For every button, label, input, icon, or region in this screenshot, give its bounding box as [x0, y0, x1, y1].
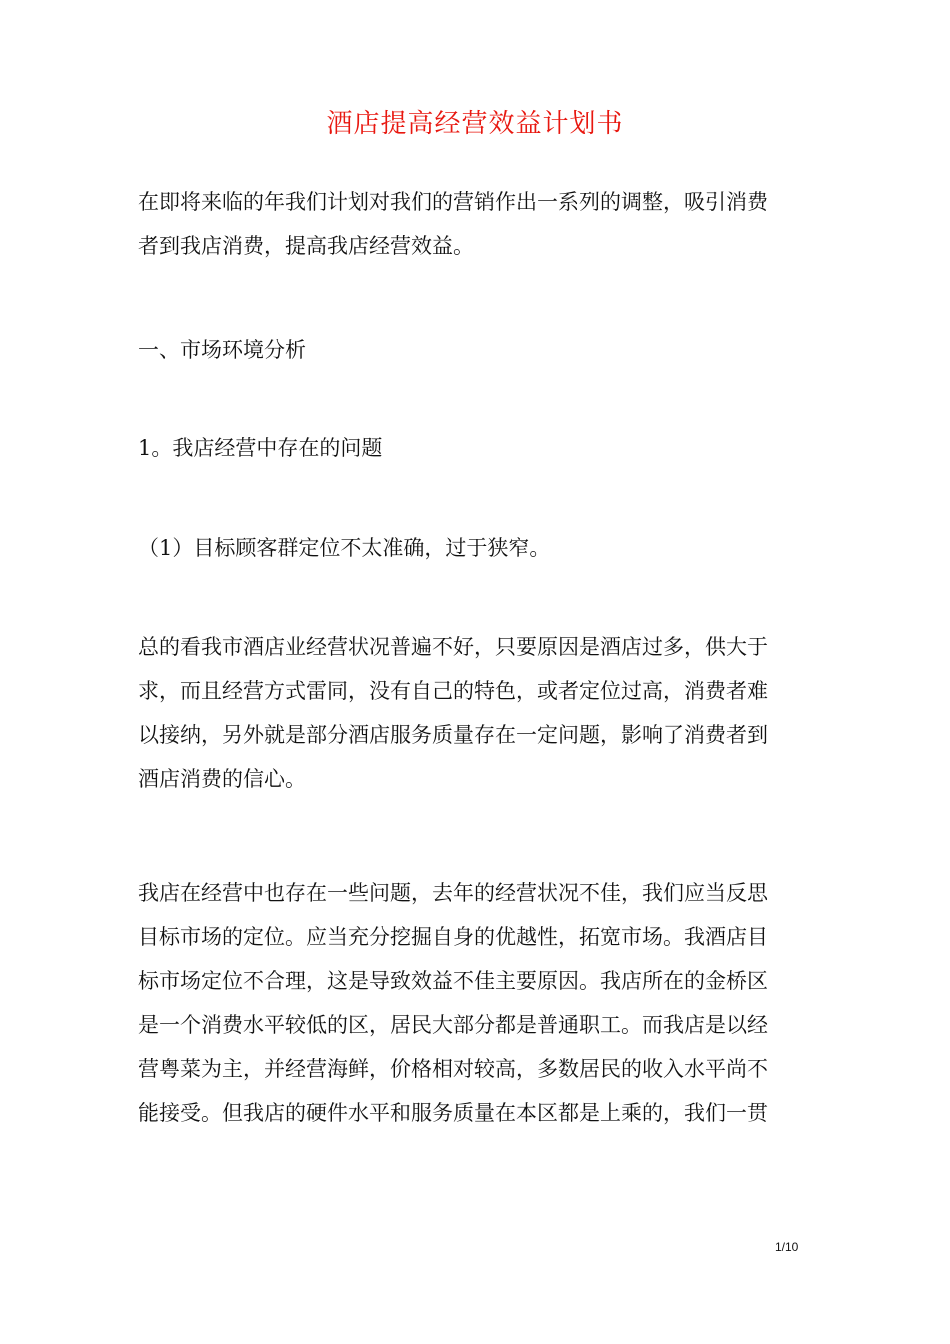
document-title: 酒店提高经营效益计划书	[326, 109, 624, 139]
text-line: 标市场定位不合理，这是导致效益不佳主要原因。我店所在的金桥区	[138, 969, 768, 993]
text-line: 求，而且经营方式雷同，没有自己的特色，或者定位过高，消费者难	[138, 679, 768, 703]
point-heading: （1）目标顾客群定位不太准确，过于狭窄。	[138, 536, 551, 560]
text-line: 酒店消费的信心。	[138, 767, 306, 791]
subsection-heading: 1。我店经营中存在的问题	[138, 436, 383, 460]
body-paragraph-2	[138, 871, 828, 1135]
text-line: 能接受。但我店的硬件水平和服务质量在本区都是上乘的，我们一贯	[138, 1101, 768, 1125]
text-line: 总的看我市酒店业经营状况普遍不好，只要原因是酒店过多，供大于	[138, 635, 768, 659]
text-line: 以接纳，另外就是部分酒店服务质量存在一定问题，影响了消费者到	[138, 723, 768, 747]
text-line: 是一个消费水平较低的区，居民大部分都是普通职工。而我店是以经	[138, 1013, 768, 1037]
page-number: 1/10	[775, 1240, 799, 1254]
body-paragraph-1	[138, 625, 828, 801]
text-line: 营粤菜为主，并经营海鲜，价格相对较高，多数居民的收入水平尚不	[138, 1057, 768, 1081]
text-line: 在即将来临的年我们计划对我们的营销作出一系列的调整，吸引消费	[138, 190, 768, 214]
text-line: 者到我店消费，提高我店经营效益。	[138, 234, 474, 258]
section-heading: 一、市场环境分析	[138, 338, 306, 362]
text-line: 目标市场的定位。应当充分挖掘自身的优越性，拓宽市场。我酒店目	[138, 925, 768, 949]
intro-paragraph	[138, 180, 828, 268]
text-line: 我店在经营中也存在一些问题，去年的经营状况不佳，我们应当反思	[138, 881, 768, 905]
